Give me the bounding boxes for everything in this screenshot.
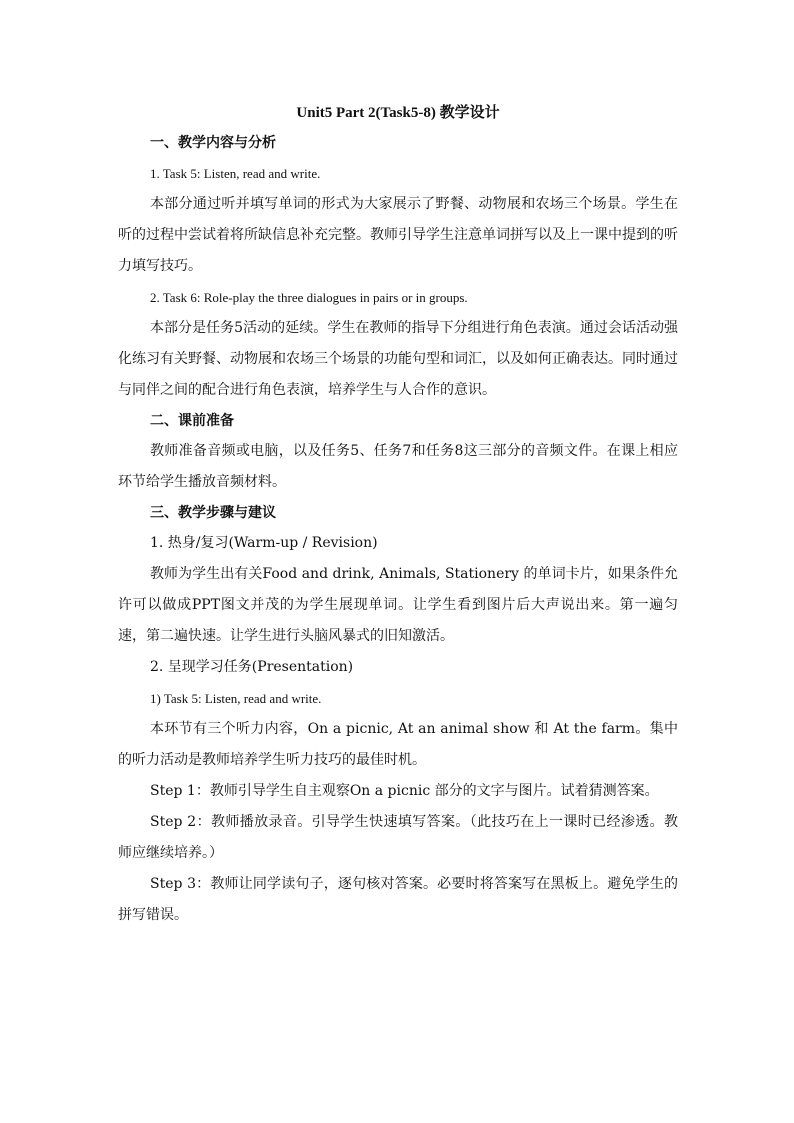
step3-text: Step 3：教师让同学读句子，逐句核对答案。必要时将答案写在黑板上。避免学生的拼写错误。 [118,876,678,923]
presentation-task5-item: 1) Task 5: Listen, read and write. [150,691,322,706]
task5-description: 本部分通过听并填写单词的形式为大家展示了野餐、动物展和农场三个场景。学生在听的过程中尝试着将所缺信息补充完整。教师引导学生注意单词拼写以及上一课中提到的听力填写技巧。 [118,196,678,274]
task6-item: 2. Task 6: Role-play the three dialogues in pairs or in groups. [150,290,468,305]
warmup-description: 教师为学生出有关Food and drink, Animals, Stationery 的单词卡片，如果条件允许可以做成PPT图文并茂的为学生展现单词。让学生看到图片后大声说出来。第一遍匀速，第二遍快速。让学生进行头脑风暴式的旧知激活。 [118,566,678,644]
step2-text: Step 2：教师播放录音。引导学生快速填写答案。（此技巧在上一课时已经渗透。教师应继续培养。） [118,814,678,861]
presentation-item: 2. 呈现学习任务(Presentation) [150,659,354,675]
section-heading-teaching-steps: 三、教学步骤与建议 [150,505,276,521]
document-page [118,100,678,931]
task5-item: 1. Task 5: Listen, read and write. [150,166,321,181]
task6-description: 本部分是任务5活动的延续。学生在教师的指导下分组进行角色表演。通过会话活动强化练习有关野餐、动物展和农场三个场景的功能句型和词汇，以及如何正确表达。同时通过与同伴之间的配合进行角色表演，培养学生与人合作的意识。 [118,320,678,398]
step1-text: Step 1：教师引导学生自主观察On a picnic 部分的文字与图片。试着猜测答案。 [150,783,659,799]
section-heading-content-analysis: 一、教学内容与分析 [150,135,276,151]
warmup-item: 1. 热身/复习(Warm-up / Revision) [150,535,378,551]
preparation-text: 教师准备音频或电脑，以及任务5、任务7和任务8这三部分的音频文件。在课上相应环节给学生播放音频材料。 [118,443,678,490]
listening-description: 本环节有三个听力内容，On a picnic, At an animal show 和 At the farm。集中的听力活动是教师培养学生听力技巧的最佳时机。 [118,721,678,768]
section-heading-preparation: 二、课前准备 [150,413,234,429]
document-title: Unit5 Part 2(Task5-8) 教学设计 [296,105,500,121]
